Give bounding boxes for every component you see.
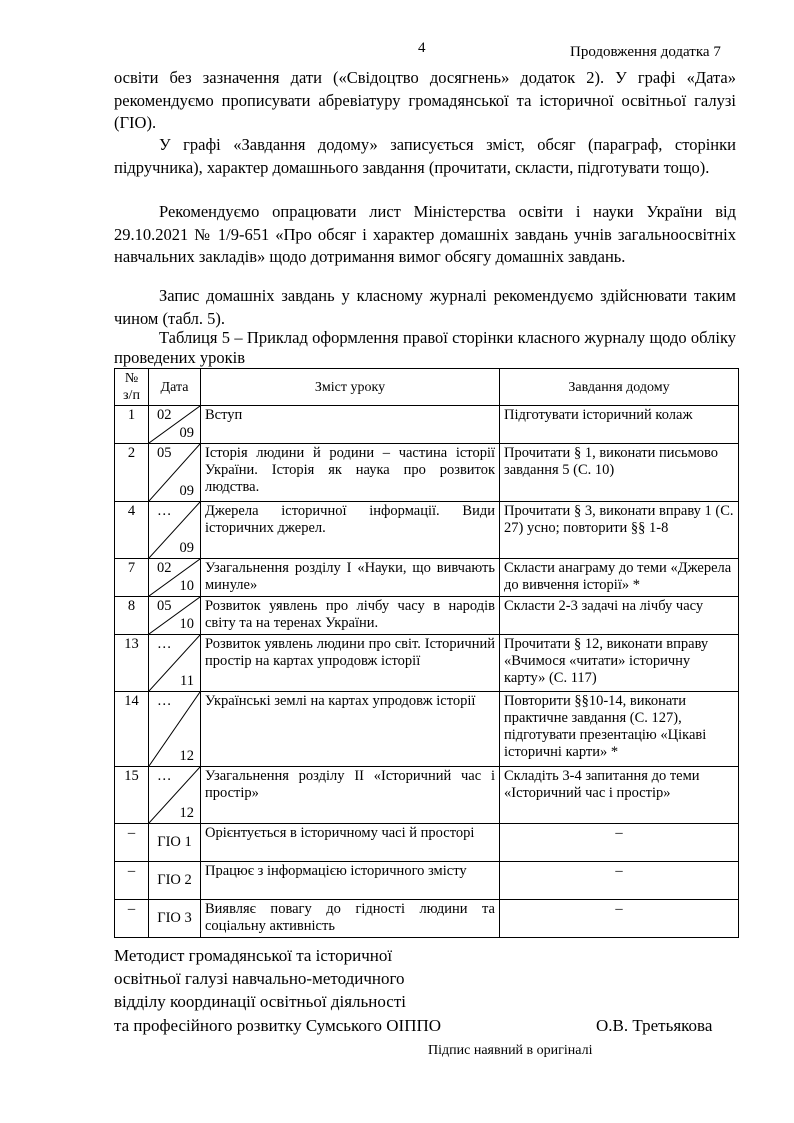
row-topic: Працює з інформацією історичного змісту	[201, 862, 500, 900]
row-topic: Узагальнення розділу ІІ «Історичний час і простір»	[201, 767, 500, 824]
row-topic: Вступ	[201, 406, 500, 444]
table-row-gio	[115, 900, 739, 938]
paragraph-3: Рекомендуємо опрацювати лист Міністерства освіти і науки України від 29.10.2021 № 1/9-651 «Про обсяг і характер домашніх завдань учнів загальноосвітніх навчальних закладів» щодо дотримання вимог обсягу домашніх завдань.	[114, 202, 736, 266]
footer-line-1: Методист громадянської та історичної	[114, 946, 393, 965]
row-homework: Скласти анаграму до теми «Джерела до вивчення історії» *	[500, 559, 739, 597]
row-homework: Повторити §§10-14, виконати практичне завдання (С. 127), підготувати презентацію «Цікаві історичні карти» *	[500, 692, 739, 767]
table-row	[115, 406, 739, 444]
row-date	[149, 692, 201, 767]
row-date	[149, 444, 201, 502]
row-date	[149, 767, 201, 824]
row-topic: Розвиток уявлень про лічбу часу в народів світу та на теренах України.	[201, 597, 500, 635]
row-date: ГІО 2	[149, 862, 201, 900]
signature-note: Підпис наявний в оригіналі	[428, 1043, 593, 1058]
date-month: 09	[179, 540, 194, 556]
date-month: 10	[179, 578, 194, 594]
row-homework: –	[500, 824, 739, 862]
row-num: 14	[115, 692, 149, 767]
row-date: ГІО 1	[149, 824, 201, 862]
header-homework: Завдання додому	[500, 369, 739, 406]
row-homework: Прочитати § 1, виконати письмово завдання 5 (С. 10)	[500, 444, 739, 502]
row-topic: Узагальнення розділу І «Науки, що вивчають минуле»	[201, 559, 500, 597]
row-topic: Орієнтується в історичному часі й просторі	[201, 824, 500, 862]
table-row	[115, 597, 739, 635]
row-num: 1	[115, 406, 149, 444]
row-date	[149, 559, 201, 597]
date-month: 11	[180, 673, 194, 689]
row-homework: Прочитати § 12, виконати вправу «Вчимося «читати» історичну карту» (С. 117)	[500, 635, 739, 692]
header-topic: Зміст уроку	[201, 369, 500, 406]
date-month: 10	[179, 616, 194, 632]
row-date: ГІО 3	[149, 900, 201, 938]
row-num: 7	[115, 559, 149, 597]
table-row	[115, 692, 739, 767]
table-row	[115, 559, 739, 597]
footer-line-4: та професійного розвитку Сумського ОІППО	[114, 1016, 442, 1035]
row-num: 8	[115, 597, 149, 635]
row-homework: –	[500, 900, 739, 938]
page-number: 4	[418, 40, 426, 56]
date-day: 05	[157, 598, 172, 614]
date-month: 09	[179, 483, 194, 499]
row-num: 15	[115, 767, 149, 824]
date-month: 12	[179, 805, 194, 821]
table-row	[115, 444, 739, 502]
row-num: 2	[115, 444, 149, 502]
row-homework: Скласти 2-3 задачі на лічбу часу	[500, 597, 739, 635]
continuation-label: Продовження додатка 7	[570, 44, 721, 60]
row-homework: Підготувати історичний колаж	[500, 406, 739, 444]
date-day: 05	[157, 445, 172, 461]
row-date	[149, 406, 201, 444]
row-date	[149, 502, 201, 559]
row-num: 4	[115, 502, 149, 559]
date-day: …	[157, 768, 172, 784]
footer-line-2: освітньої галузі навчально-методичного	[114, 969, 405, 988]
date-day: …	[157, 636, 172, 652]
row-topic: Виявляє повагу до гідності людини та соціальну активність	[201, 900, 500, 938]
paragraph-2: У графі «Завдання додому» записується зміст, обсяг (параграф, сторінки підручника), характер домашнього завдання (прочитати, скласти, підготувати тощо).	[114, 135, 736, 177]
row-homework: Прочитати § 3, виконати вправу 1 (С. 27) усно; повторити §§ 1-8	[500, 502, 739, 559]
table-row-gio	[115, 862, 739, 900]
paragraph-4: Запис домашніх завдань у класному журналі рекомендуємо здійснювати таким чином (табл. 5).	[114, 286, 736, 328]
lessons-table	[114, 368, 739, 938]
table-row-gio	[115, 824, 739, 862]
row-topic: Розвиток уявлень людини про світ. Історичний простір на картах упродовж історії	[201, 635, 500, 692]
row-topic: Історія людини й родини – частина історії України. Історія як наука про розвиток людства.	[201, 444, 500, 502]
row-homework: Складіть 3-4 запитання до теми «Історичний час і простір»	[500, 767, 739, 824]
date-month: 12	[179, 748, 194, 764]
row-num: 13	[115, 635, 149, 692]
date-month: 09	[179, 425, 194, 441]
author-name: О.В. Третьякова	[596, 1016, 713, 1035]
date-day: …	[157, 503, 172, 519]
date-day: 02	[157, 560, 172, 576]
row-num: –	[115, 862, 149, 900]
paragraph-1: освіти без зазначення дати («Свідоцтво досягнень» додаток 2). У графі «Дата» рекомендуємо прописувати абревіатуру громадянської та історичної освітньої галузі (ГІО).	[114, 68, 736, 132]
footer-line-3: відділу координації освітньої діяльності	[114, 992, 406, 1011]
row-num: –	[115, 824, 149, 862]
row-date	[149, 597, 201, 635]
row-homework: –	[500, 862, 739, 900]
row-topic: Українські землі на картах упродовж історії	[201, 692, 500, 767]
row-topic: Джерела історичної інформації. Види історичних джерел.	[201, 502, 500, 559]
date-day: …	[157, 693, 172, 709]
table-row	[115, 502, 739, 559]
header-num: № з/п	[115, 369, 149, 406]
row-num: –	[115, 900, 149, 938]
table-caption: Таблиця 5 – Приклад оформлення правої сторінки класного журналу щодо обліку проведених уроків	[114, 328, 736, 367]
header-date: Дата	[149, 369, 201, 406]
table-row	[115, 767, 739, 824]
date-day: 02	[157, 407, 172, 423]
row-date	[149, 635, 201, 692]
table-header-row	[115, 369, 739, 406]
table-row	[115, 635, 739, 692]
